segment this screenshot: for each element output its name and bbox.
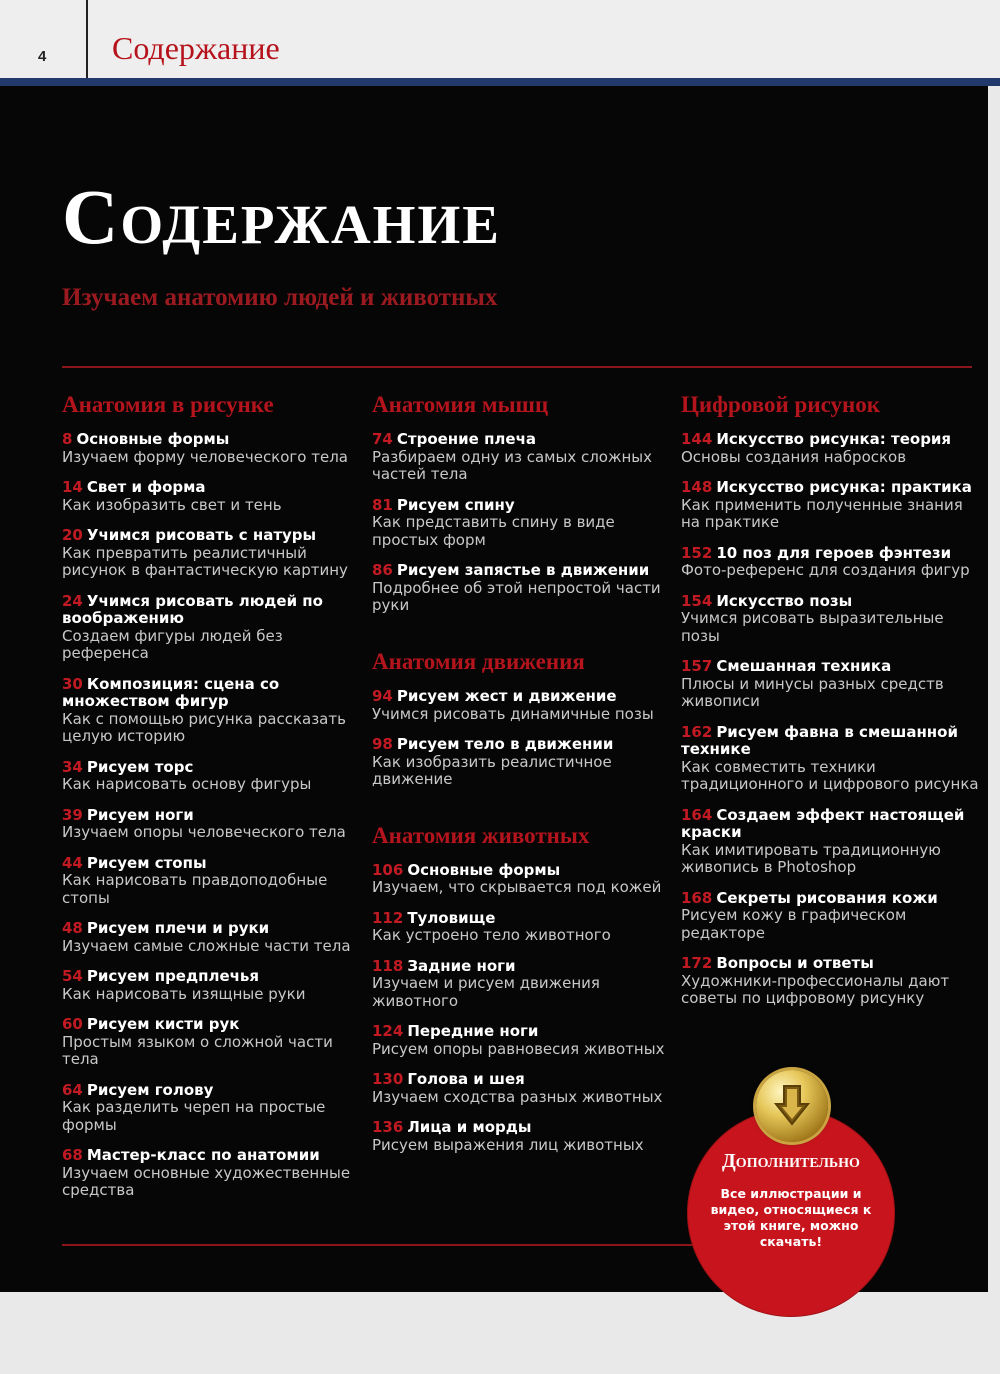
entry-description: Как изобразить реалистичное движение — [372, 752, 612, 789]
toc-entry[interactable] — [372, 1023, 667, 1058]
toc-entry[interactable] — [681, 807, 981, 877]
entry-title: Искусство рисунка: теория — [716, 430, 952, 449]
toc-entry[interactable] — [372, 910, 667, 945]
entry-page-number: 86 — [372, 561, 393, 580]
entry-title: Мастер-класс по анатомии — [86, 1146, 320, 1165]
toc-entry[interactable] — [62, 676, 352, 746]
toc-entry[interactable] — [372, 862, 667, 897]
entry-title: Строение плеча — [396, 430, 537, 449]
entry-title-line — [62, 920, 352, 938]
entry-description: Рисуем опоры равновесия животных — [372, 1039, 665, 1058]
badge-heading: Дополнительно — [722, 1150, 860, 1172]
header-blue-rule — [0, 78, 1000, 86]
toc-entry[interactable] — [372, 688, 667, 723]
entry-page-number: 81 — [372, 495, 393, 514]
entry-description: Изучаем сходства разных животных — [372, 1087, 663, 1106]
toc-entry[interactable] — [681, 593, 981, 646]
entry-title-line — [681, 479, 981, 497]
entry-description: Плюсы и минусы разных средств живописи — [681, 674, 944, 711]
entry-page-number: 144 — [681, 430, 713, 449]
entry-title-line — [372, 1023, 667, 1041]
toc-entry[interactable] — [372, 497, 667, 550]
entry-title-line — [681, 545, 981, 563]
entry-page-number: 39 — [62, 805, 83, 824]
toc-entry[interactable] — [681, 658, 981, 711]
entry-description: Как представить спину в виде простых форм — [372, 513, 615, 549]
toc-column-1 — [62, 392, 352, 1234]
entry-description: Простым языком о сложной части тела — [62, 1032, 333, 1069]
entry-title: Рисуем предплечья — [86, 967, 260, 986]
entry-title: Голова и шея — [407, 1070, 525, 1089]
toc-entry[interactable] — [372, 431, 667, 484]
entry-title: Задние ноги — [407, 956, 516, 975]
entry-title: Смешанная техника — [716, 657, 892, 676]
toc-section — [372, 823, 667, 1155]
entry-title-line — [681, 807, 981, 842]
entry-title-line — [681, 955, 981, 973]
entry-title-line — [62, 593, 352, 628]
entry-title: Создаем эффект настоящей краски — [681, 805, 965, 842]
entry-page-number: 24 — [62, 591, 83, 610]
entry-title-line — [681, 890, 981, 908]
entry-title: Основные формы — [76, 430, 230, 449]
entry-page-number: 30 — [62, 674, 83, 693]
entry-title: Рисуем запястье в движении — [396, 561, 650, 580]
toc-column-2 — [372, 392, 667, 1188]
entry-title-line — [372, 736, 667, 754]
entry-title-line — [372, 862, 667, 880]
entry-description: Изучаем основные художественные средства — [62, 1163, 351, 1200]
page-title: Содержание — [62, 173, 501, 260]
entry-title-line — [372, 910, 667, 928]
entry-page-number: 148 — [681, 478, 713, 497]
entry-description: Учимся рисовать выразительные позы — [681, 609, 944, 645]
entry-page-number: 60 — [62, 1015, 83, 1034]
entry-title: Рисуем фавна в смешанной технике — [681, 722, 958, 759]
entry-page-number: 8 — [62, 430, 73, 449]
entry-title-line — [372, 1071, 667, 1089]
toc-entry[interactable] — [62, 593, 352, 663]
entry-page-number: 98 — [372, 735, 393, 754]
toc-entry[interactable] — [62, 1082, 352, 1135]
entry-title-line — [372, 431, 667, 449]
entry-page-number: 68 — [62, 1146, 83, 1165]
entry-title: Рисуем тело в движении — [396, 735, 614, 754]
entry-title: Свет и форма — [86, 478, 206, 497]
entry-title: Секреты рисования кожи — [716, 888, 938, 907]
entry-title-line — [62, 1147, 352, 1165]
entry-title-line — [372, 562, 667, 580]
entry-description: Как совместить техники традиционного и цифрового рисунка — [681, 757, 979, 794]
entry-title: Рисуем плечи и руки — [86, 919, 270, 938]
toc-entry[interactable] — [62, 759, 352, 794]
entry-page-number: 118 — [372, 956, 404, 975]
entry-title: Рисуем голову — [86, 1080, 214, 1099]
entry-description: Изучаем самые сложные части тела — [62, 936, 351, 955]
toc-column-3 — [681, 392, 981, 1042]
entry-title: Учимся рисовать с натуры — [86, 526, 317, 545]
entry-title-line — [681, 431, 981, 449]
toc-entry[interactable] — [62, 855, 352, 908]
entry-description: Художники-профессионалы дают советы по цифровому рисунку — [681, 971, 950, 1008]
entry-description: Учимся рисовать динамичные позы — [372, 704, 654, 723]
entry-title: Искусство позы — [716, 591, 853, 610]
section-heading: Анатомия мышц — [372, 392, 549, 417]
toc-entry[interactable] — [372, 736, 667, 789]
entry-description: Изучаем, что скрывается под кожей — [372, 878, 662, 897]
entry-page-number: 14 — [62, 478, 83, 497]
toc-section — [681, 392, 981, 1008]
entry-title-line — [62, 855, 352, 873]
toc-entry[interactable] — [681, 724, 981, 794]
entry-title-line — [62, 759, 352, 777]
toc-entry[interactable] — [372, 958, 667, 1011]
toc-entry[interactable] — [62, 968, 352, 1003]
entry-page-number: 20 — [62, 526, 83, 545]
entry-title-line — [62, 1016, 352, 1034]
entry-title: Лица и морды — [407, 1118, 532, 1137]
entry-description: Как устроено тело животного — [372, 926, 611, 945]
entry-page-number: 162 — [681, 722, 713, 741]
entry-title: Туловище — [407, 908, 496, 927]
toc-entry[interactable] — [681, 479, 981, 532]
badge-text: Все иллюстрации и видео, относящиеся к этой книге, можно скачать! — [710, 1186, 872, 1249]
entry-description: Изучаем опоры человеческого тела — [62, 823, 346, 842]
page-number: 4 — [38, 48, 47, 65]
entry-description: Основы создания набросков — [681, 447, 907, 466]
toc-section — [372, 649, 667, 789]
entry-title: Композиция: сцена со множеством фигур — [62, 674, 280, 711]
entry-title-line — [372, 688, 667, 706]
entry-description: Изучаем форму человеческого тела — [62, 447, 348, 466]
section-heading: Анатомия животных — [372, 822, 590, 848]
entry-title-line — [62, 1082, 352, 1100]
entry-page-number: 157 — [681, 657, 713, 676]
entry-page-number: 112 — [372, 908, 404, 927]
entry-description: Как имитировать традиционную живопись в Photoshop — [681, 840, 941, 877]
entry-title: Передние ноги — [407, 1022, 539, 1041]
entry-description: Как разделить череп на простые формы — [62, 1098, 326, 1134]
entry-description: Фото-референс для создания фигур — [681, 561, 970, 580]
entry-title: 10 поз для героев фэнтези — [716, 543, 952, 562]
entry-title-line — [681, 724, 981, 759]
entry-title-line — [372, 958, 667, 976]
entry-title: Вопросы и ответы — [716, 954, 874, 973]
entry-page-number: 164 — [681, 805, 713, 824]
entry-page-number: 94 — [372, 687, 393, 706]
entry-title: Учимся рисовать людей по воображению — [62, 591, 323, 628]
entry-description: Разбираем одну из самых сложных частей тела — [372, 447, 653, 484]
entry-page-number: 136 — [372, 1118, 404, 1137]
toc-entry[interactable] — [62, 1147, 352, 1200]
toc-entry[interactable] — [681, 545, 981, 580]
toc-section — [62, 392, 352, 1200]
entry-description: Как нарисовать правдоподобные стопы — [62, 871, 328, 907]
toc-entry[interactable] — [681, 431, 981, 466]
entry-page-number: 106 — [372, 860, 404, 879]
entry-description: Как изобразить свет и тень — [62, 495, 282, 514]
toc-entry[interactable] — [681, 890, 981, 943]
entry-title-line — [372, 1119, 667, 1137]
entry-title-line — [372, 497, 667, 515]
section-heading: Цифровой рисунок — [681, 392, 880, 417]
toc-entry[interactable] — [62, 920, 352, 955]
entry-page-number: 168 — [681, 888, 713, 907]
page-subtitle: Изучаем анатомию людей и животных — [62, 284, 498, 311]
toc-entry[interactable] — [372, 562, 667, 615]
entry-title-line — [62, 676, 352, 711]
entry-title: Рисуем спину — [396, 495, 515, 514]
entry-title-line — [62, 807, 352, 825]
entry-description: Изучаем и рисуем движения животного — [372, 974, 600, 1010]
entry-page-number: 124 — [372, 1022, 404, 1041]
entry-page-number: 64 — [62, 1080, 83, 1099]
entry-title-line — [62, 479, 352, 497]
bottom-divider — [62, 1244, 722, 1246]
header-divider — [86, 0, 88, 78]
entry-title-line — [62, 431, 352, 449]
entry-title: Рисуем торс — [86, 757, 194, 776]
entry-page-number: 74 — [372, 430, 393, 449]
entry-description: Создаем фигуры людей без референса — [62, 626, 283, 663]
entry-title: Рисуем ноги — [86, 805, 194, 824]
entry-title-line — [681, 658, 981, 676]
entry-description: Подробнее об этой непростой части руки — [372, 578, 661, 615]
entry-title: Рисуем кисти рук — [86, 1015, 240, 1034]
toc-entry[interactable] — [62, 431, 352, 466]
entry-description: Как нарисовать основу фигуры — [62, 775, 312, 794]
entry-description: Как превратить реалистичный рисунок в фантастическую картину — [62, 543, 348, 580]
entry-description: Как с помощью рисунка рассказать целую историю — [62, 709, 346, 746]
entry-page-number: 172 — [681, 954, 713, 973]
entry-page-number: 130 — [372, 1070, 404, 1089]
toc-entry[interactable] — [62, 1016, 352, 1069]
toc-section — [372, 392, 667, 615]
entry-title: Рисуем жест и движение — [396, 687, 617, 706]
running-title: Содержание — [112, 30, 280, 66]
entry-page-number: 34 — [62, 757, 83, 776]
entry-page-number: 154 — [681, 591, 713, 610]
section-heading: Анатомия движения — [372, 648, 585, 674]
toc-entry[interactable] — [372, 1119, 667, 1154]
download-arrow-icon — [756, 1070, 828, 1142]
top-divider — [62, 366, 972, 368]
entry-title: Основные формы — [407, 860, 561, 879]
toc-entry[interactable] — [372, 1071, 667, 1106]
entry-page-number: 54 — [62, 967, 83, 986]
toc-entry[interactable] — [62, 479, 352, 514]
section-heading: Анатомия в рисунке — [62, 392, 274, 417]
entry-title: Рисуем стопы — [86, 853, 207, 872]
entry-description: Как применить полученные знания на практике — [681, 495, 963, 532]
entry-page-number: 44 — [62, 853, 83, 872]
toc-entry[interactable] — [681, 955, 981, 1008]
toc-entry[interactable] — [62, 807, 352, 842]
toc-entry[interactable] — [62, 527, 352, 580]
entry-title-line — [681, 593, 981, 611]
entry-title-line — [62, 968, 352, 986]
entry-description: Как нарисовать изящные руки — [62, 984, 306, 1003]
entry-description: Рисуем кожу в графическом редакторе — [681, 906, 907, 942]
entry-title: Искусство рисунка: практика — [716, 478, 972, 497]
entry-page-number: 152 — [681, 543, 713, 562]
entry-page-number: 48 — [62, 919, 83, 938]
entry-description: Рисуем выражения лиц животных — [372, 1135, 644, 1154]
entry-title-line — [62, 527, 352, 545]
